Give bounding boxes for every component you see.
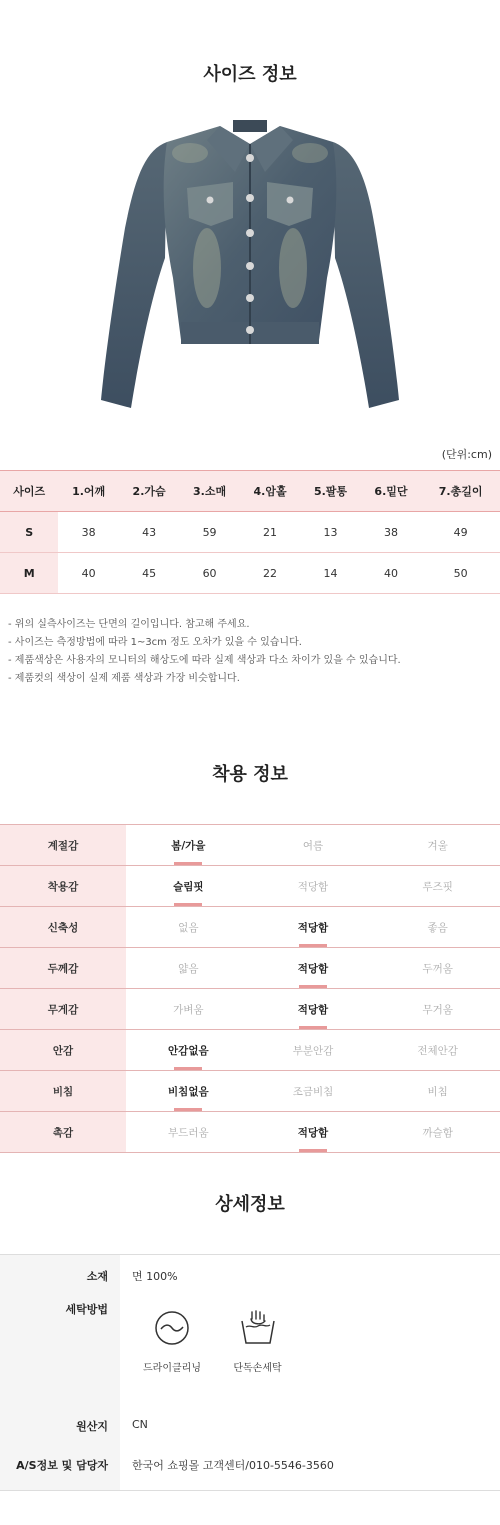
fit-row-label: 무게감 xyxy=(0,989,126,1030)
size-cell: 13 xyxy=(300,512,360,553)
unit-label: (단위:cm) xyxy=(441,448,492,461)
fit-row xyxy=(0,866,500,907)
fit-info-title: 착용 정보 xyxy=(212,764,288,785)
note-line: - 제품색상은 사용자의 모니터의 해상도에 따라 실제 색상과 다소 차이가 있을 수 있습니다. xyxy=(8,655,401,666)
fit-option: 두꺼움 xyxy=(375,948,500,989)
wash-method-label: 단독손세탁 xyxy=(233,1362,282,1374)
note-line: - 사이즈는 측정방법에 따라 1~3cm 정도 오차가 있을 수 있습니다. xyxy=(8,637,302,648)
fit-row-label: 계절감 xyxy=(0,825,126,866)
fit-row-label: 비침 xyxy=(0,1071,126,1112)
detail-row-material xyxy=(0,1255,500,1295)
table-row xyxy=(0,553,500,594)
fit-option: 좋음 xyxy=(375,907,500,948)
fit-option: 안감없음 xyxy=(126,1030,251,1071)
material-value: 면 100% xyxy=(132,1270,178,1283)
as-label: A/S정보 및 담당자 xyxy=(0,1445,120,1491)
note-line: - 위의 실측사이즈는 단면의 길이입니다. 참고해 주세요. xyxy=(8,619,250,630)
fit-row-label: 촉감 xyxy=(0,1112,126,1153)
hand-wash-icon xyxy=(238,1309,278,1347)
detail-info-title: 상세정보 xyxy=(215,1194,285,1215)
fit-row xyxy=(0,907,500,948)
size-row-label: S xyxy=(0,512,58,553)
size-header-cell: 2.가슴 xyxy=(119,471,179,512)
fit-option: 전체안감 xyxy=(375,1030,500,1071)
size-cell: 59 xyxy=(179,512,239,553)
fit-option: 적당함 xyxy=(251,907,376,948)
origin-label: 원산지 xyxy=(0,1405,120,1445)
denim-jacket-image xyxy=(95,118,405,418)
fit-row xyxy=(0,825,500,866)
size-cell: 38 xyxy=(361,512,421,553)
size-cell: 22 xyxy=(240,553,300,594)
size-cell: 45 xyxy=(119,553,179,594)
wash-label: 세탁방법 xyxy=(0,1295,120,1405)
size-notes xyxy=(8,616,401,688)
as-value: 한국어 쇼핑몰 고객센터/010-5546-3560 xyxy=(132,1458,334,1472)
fit-row xyxy=(0,1071,500,1112)
fit-option: 비침 xyxy=(375,1071,500,1112)
fit-option: 무거움 xyxy=(375,989,500,1030)
size-header-cell: 5.팔통 xyxy=(300,471,360,512)
fit-row xyxy=(0,989,500,1030)
material-label: 소재 xyxy=(0,1255,120,1295)
fit-option: 없음 xyxy=(126,907,251,948)
size-cell: 14 xyxy=(300,553,360,594)
size-cell: 60 xyxy=(179,553,239,594)
fit-option: 슬림핏 xyxy=(126,866,251,907)
fit-option: 까슬함 xyxy=(375,1112,500,1153)
size-header-cell: 6.밑단 xyxy=(361,471,421,512)
size-header-cell: 사이즈 xyxy=(0,471,58,512)
origin-value: CN xyxy=(132,1417,148,1431)
fit-row-label: 안감 xyxy=(0,1030,126,1071)
wash-method-hand-wash xyxy=(218,1309,298,1374)
detail-table xyxy=(0,1254,500,1491)
detail-row-wash xyxy=(0,1295,500,1405)
fit-option: 부분안감 xyxy=(251,1030,376,1071)
size-cell: 38 xyxy=(58,512,118,553)
size-header-cell: 7.총길이 xyxy=(421,471,500,512)
fit-option: 적당함 xyxy=(251,948,376,989)
fit-row xyxy=(0,1112,500,1153)
fit-option: 봄/가을 xyxy=(126,825,251,866)
table-row xyxy=(0,512,500,553)
fit-option: 적당함 xyxy=(251,866,376,907)
fit-row-label: 신축성 xyxy=(0,907,126,948)
wash-method-dry-clean xyxy=(132,1309,212,1374)
fit-row-label: 착용감 xyxy=(0,866,126,907)
fit-option: 겨울 xyxy=(375,825,500,866)
fit-row-label: 두께감 xyxy=(0,948,126,989)
size-cell: 49 xyxy=(421,512,500,553)
fit-row xyxy=(0,1030,500,1071)
size-cell: 43 xyxy=(119,512,179,553)
size-row-label: M xyxy=(0,553,58,594)
size-cell: 50 xyxy=(421,553,500,594)
wash-method-label: 드라이클리닝 xyxy=(143,1362,201,1374)
note-line: - 제품컷의 색상이 실제 제품 색상과 가장 비슷합니다. xyxy=(8,673,240,684)
fit-row xyxy=(0,948,500,989)
fit-option: 조금비침 xyxy=(251,1071,376,1112)
size-table-header xyxy=(0,471,500,512)
wash-methods xyxy=(120,1295,500,1405)
size-header-cell: 4.암홀 xyxy=(240,471,300,512)
size-table xyxy=(0,470,500,594)
size-header-cell: 3.소매 xyxy=(179,471,239,512)
size-cell: 40 xyxy=(361,553,421,594)
fit-option: 가벼움 xyxy=(126,989,251,1030)
fit-option: 적당함 xyxy=(251,1112,376,1153)
detail-row-as xyxy=(0,1445,500,1491)
fit-option: 루즈핏 xyxy=(375,866,500,907)
fit-table xyxy=(0,824,500,1153)
size-info-title: 사이즈 정보 xyxy=(203,64,297,85)
dry-clean-icon xyxy=(153,1309,191,1347)
fit-option: 비침없음 xyxy=(126,1071,251,1112)
size-cell: 21 xyxy=(240,512,300,553)
fit-option: 여름 xyxy=(251,825,376,866)
detail-row-origin xyxy=(0,1405,500,1445)
size-cell: 40 xyxy=(58,553,118,594)
fit-option: 적당함 xyxy=(251,989,376,1030)
fit-option: 얇음 xyxy=(126,948,251,989)
fit-option: 부드러움 xyxy=(126,1112,251,1153)
size-header-cell: 1.어깨 xyxy=(58,471,118,512)
